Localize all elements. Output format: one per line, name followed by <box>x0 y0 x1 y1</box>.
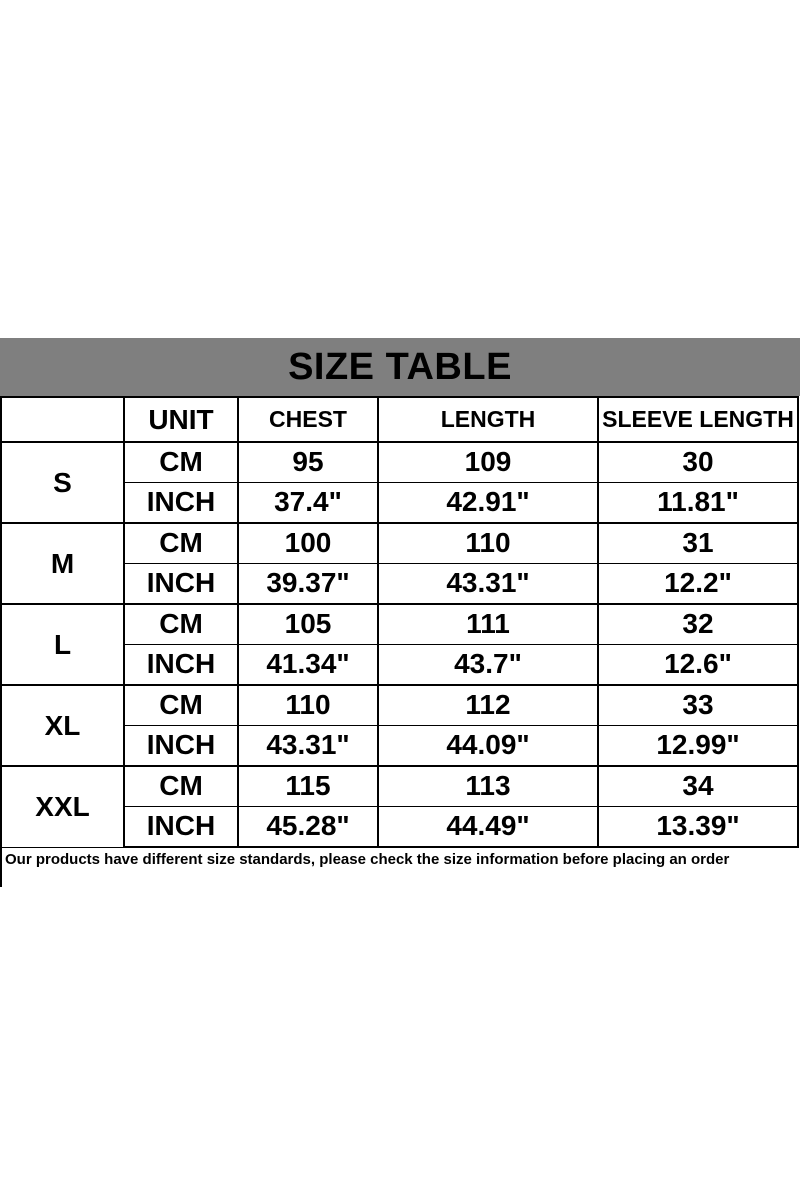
length-inch-m: 43.31" <box>378 563 598 604</box>
diagonal-header-cell <box>1 397 124 442</box>
length-cm-s: 109 <box>378 442 598 482</box>
size-label-xxl: XXL <box>1 766 124 847</box>
sleeve-length-inch-m: 12.2" <box>598 563 798 604</box>
sleeve-length-cm-xl: 33 <box>598 685 798 725</box>
row-xl-cm <box>1 685 798 725</box>
size-label-m: M <box>1 523 124 604</box>
sleeve-length-inch-s: 11.81" <box>598 482 798 523</box>
chest-cm-m: 100 <box>238 523 378 563</box>
unit-label-inch-l: INCH <box>124 644 238 685</box>
unit-label-cm-m: CM <box>124 523 238 563</box>
unit-label-cm-xl: CM <box>124 685 238 725</box>
size-table-title: SIZE TABLE <box>288 345 512 388</box>
sleeve-length-cm-s: 30 <box>598 442 798 482</box>
unit-label-inch-m: INCH <box>124 563 238 604</box>
unit-label-inch-xxl: INCH <box>124 806 238 847</box>
col-header-unit: UNIT <box>124 397 238 442</box>
row-xxl-cm <box>1 766 798 806</box>
row-m-cm <box>1 523 798 563</box>
col-header-chest: CHEST <box>238 397 378 442</box>
length-cm-l: 111 <box>378 604 598 644</box>
unit-label-cm-l: CM <box>124 604 238 644</box>
row-l-cm <box>1 604 798 644</box>
length-cm-xxl: 113 <box>378 766 598 806</box>
size-standards-note: Our products have different size standards, please check the size information before placing an order <box>0 848 797 887</box>
size-table-body <box>1 442 798 847</box>
sleeve-length-inch-xxl: 13.39" <box>598 806 798 847</box>
unit-label-inch-s: INCH <box>124 482 238 523</box>
unit-label-inch-xl: INCH <box>124 725 238 766</box>
sleeve-length-inch-xl: 12.99" <box>598 725 798 766</box>
chest-cm-s: 95 <box>238 442 378 482</box>
row-s-cm <box>1 442 798 482</box>
chest-inch-xxl: 45.28" <box>238 806 378 847</box>
length-inch-xxl: 44.49" <box>378 806 598 847</box>
unit-label-cm-s: CM <box>124 442 238 482</box>
chest-inch-l: 41.34" <box>238 644 378 685</box>
sleeve-length-inch-l: 12.6" <box>598 644 798 685</box>
length-inch-xl: 44.09" <box>378 725 598 766</box>
length-cm-xl: 112 <box>378 685 598 725</box>
chest-cm-xxl: 115 <box>238 766 378 806</box>
col-header-length: LENGTH <box>378 397 598 442</box>
sleeve-length-cm-xxl: 34 <box>598 766 798 806</box>
col-header-sleeve-length: SLEEVE LENGTH <box>598 397 798 442</box>
chest-inch-xl: 43.31" <box>238 725 378 766</box>
chest-inch-m: 39.37" <box>238 563 378 604</box>
top-whitespace <box>0 0 800 338</box>
size-table <box>0 396 799 848</box>
unit-label-cm-xxl: CM <box>124 766 238 806</box>
length-cm-m: 110 <box>378 523 598 563</box>
size-label-l: L <box>1 604 124 685</box>
chest-inch-s: 37.4" <box>238 482 378 523</box>
header-row <box>1 397 798 442</box>
chest-cm-xl: 110 <box>238 685 378 725</box>
size-label-s: S <box>1 442 124 523</box>
length-inch-l: 43.7" <box>378 644 598 685</box>
size-label-xl: XL <box>1 685 124 766</box>
length-inch-s: 42.91" <box>378 482 598 523</box>
chest-cm-l: 105 <box>238 604 378 644</box>
size-table-title-bar <box>0 338 800 396</box>
sleeve-length-cm-m: 31 <box>598 523 798 563</box>
sleeve-length-cm-l: 32 <box>598 604 798 644</box>
